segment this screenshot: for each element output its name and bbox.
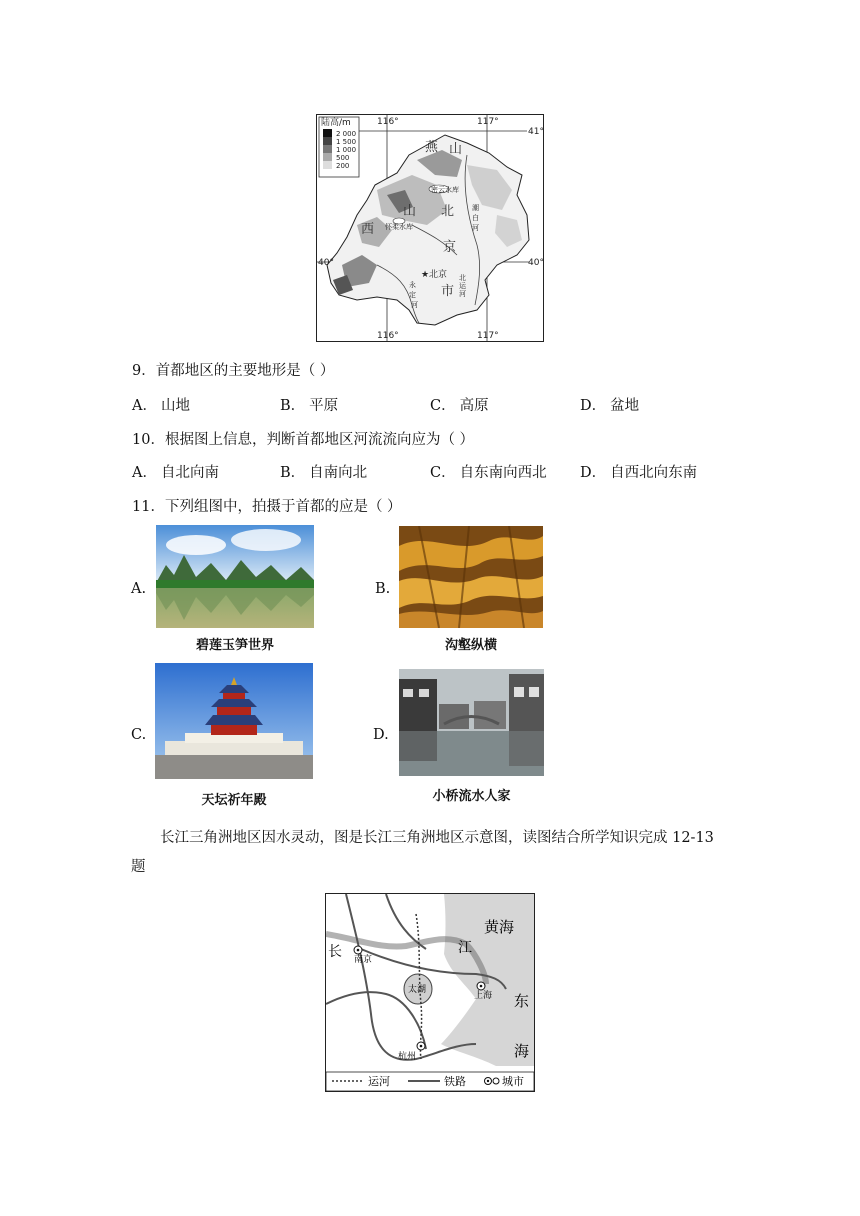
legend-city: 城市 [502, 1075, 524, 1088]
temple-of-heaven-photo[interactable] [155, 663, 313, 779]
river-label: 江 [458, 940, 472, 956]
option-letter: B． [280, 398, 306, 414]
region-label: 京 [443, 240, 457, 255]
mountain-label: 燕 [425, 140, 439, 155]
photo-caption: 天坛祈年殿 [201, 793, 267, 808]
legend-level: 1 500 [336, 138, 357, 146]
river-label: 北 [459, 274, 466, 282]
question-10-stem: 10．根据图上信息，判断首都地区河流流向应为（ ） [132, 432, 475, 448]
question-9-stem: 9．首都地区的主要地形是（ ） [132, 363, 335, 379]
option-text: 自东南向西北 [459, 465, 547, 481]
option-text: 自西北向东南 [610, 465, 698, 481]
river-label: 运 [459, 282, 466, 290]
photo-caption: 碧莲玉笋世界 [195, 638, 274, 653]
lake-label: 太湖 [408, 985, 427, 995]
karst-landscape-photo[interactable] [156, 525, 314, 628]
legend-canal: 运河 [368, 1075, 390, 1088]
option-text: 平原 [309, 398, 339, 414]
photo-caption: 小桥流水人家 [432, 789, 511, 804]
mountain-label: 山 [403, 204, 417, 219]
q10-option-d[interactable] [580, 461, 697, 482]
river-label: 潮 [472, 204, 479, 212]
reservoir-label: 密云水库 [431, 186, 459, 194]
legend-railway: 铁路 [444, 1075, 466, 1088]
sea-label: 东 [514, 992, 530, 1010]
lon-label: 117° [477, 117, 499, 127]
lon-label: 117° [477, 331, 499, 341]
lon-label: 116° [377, 117, 399, 127]
q9-option-d[interactable] [580, 394, 639, 415]
option-letter: A． [132, 398, 157, 414]
q10-option-b[interactable] [280, 461, 367, 482]
sea-label: 海 [514, 1042, 530, 1060]
q11-option-c-letter[interactable]: C. [131, 727, 147, 743]
lat-label: 40° [528, 258, 543, 268]
option-text: 山地 [160, 398, 190, 414]
lon-label: 116° [377, 331, 399, 341]
city-label: 杭州 [398, 1052, 417, 1062]
option-text: 自南向北 [309, 465, 368, 481]
option-text: 自北向南 [160, 465, 219, 481]
river-label: 白 [472, 214, 479, 222]
q9-option-b[interactable] [280, 394, 338, 415]
legend-level: 200 [336, 162, 350, 170]
option-letter: D． [580, 398, 607, 414]
option-letter: B． [280, 465, 306, 481]
intro-text-line2: 题 [131, 859, 146, 875]
option-letter: C． [430, 398, 456, 414]
q10-option-a[interactable] [132, 461, 219, 482]
q9-option-a[interactable] [132, 394, 190, 415]
mountain-label: 山 [449, 142, 463, 157]
loess-gullies-photo[interactable] [399, 526, 543, 628]
river-label: 河 [411, 301, 418, 309]
q9-option-c[interactable] [430, 394, 489, 415]
city-label: 南京 [354, 955, 373, 965]
river-label: 河 [459, 290, 466, 298]
lat-label: 40° [318, 258, 334, 268]
option-letter: D． [580, 465, 607, 481]
q11-option-b-letter[interactable]: B. [375, 581, 391, 597]
q11-option-a-letter[interactable]: A. [131, 581, 147, 597]
option-letter: A． [132, 465, 157, 481]
legend-level: 2 000 [336, 130, 357, 138]
legend-level: 1 000 [336, 146, 357, 154]
q10-option-c[interactable] [430, 461, 547, 482]
river-label: 永 [409, 281, 416, 289]
delta-map-svg [326, 894, 534, 1091]
reservoir-label: 怀柔水库 [385, 223, 413, 231]
lat-label: 41° [528, 127, 543, 137]
yangtze-delta-map [325, 893, 535, 1092]
city-label: 上海 [474, 991, 493, 1001]
beijing-topographic-map [316, 114, 544, 342]
option-letter: C． [430, 465, 456, 481]
option-text: 高原 [459, 398, 489, 414]
region-label: 北 [441, 204, 455, 219]
river-label: 河 [472, 224, 479, 232]
legend-title: 陆高/m [321, 118, 351, 128]
river-label: 长 [328, 944, 342, 960]
legend-level: 500 [336, 154, 350, 162]
q11-option-d-letter[interactable]: D. [373, 727, 389, 743]
city-label: 北京 [429, 270, 448, 280]
river-label: 定 [409, 291, 416, 299]
water-town-photo[interactable] [399, 669, 544, 776]
region-label: 市 [441, 284, 455, 299]
beijing-map-svg [317, 115, 543, 341]
photo-caption: 沟壑纵横 [444, 638, 497, 653]
beijing-star-icon: ★ [421, 270, 430, 280]
option-text: 盆地 [610, 398, 640, 414]
sea-label: 黄海 [484, 918, 515, 936]
mountain-label: 西 [361, 222, 375, 237]
question-11-stem: 11．下列组图中，拍摄于首都的应是（ ） [132, 499, 402, 515]
intro-text-line1: 长江三角洲地区因水灵动，图是长江三角洲地区示意图，读图结合所学知识完成 12-13 [160, 830, 714, 846]
